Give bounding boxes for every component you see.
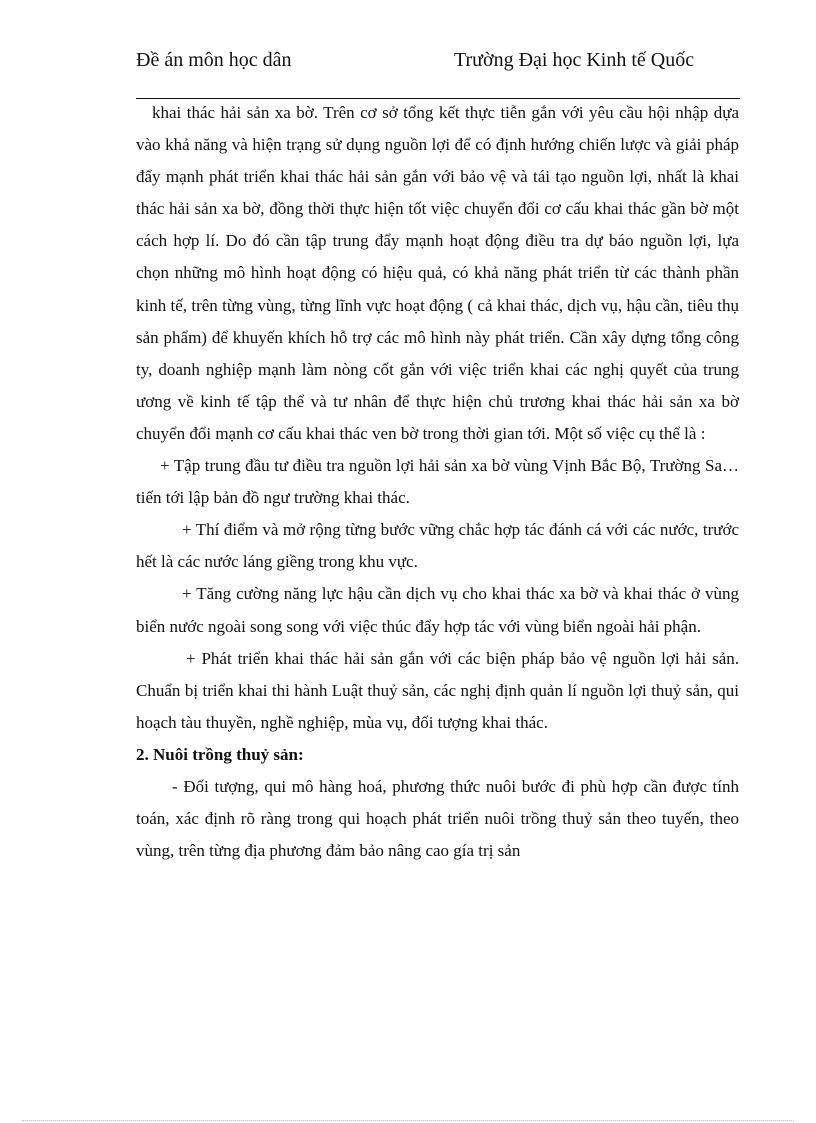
paragraph-aquaculture: - Đối tượng, qui mô hàng hoá, phương thức nuôi bước đi phù hợp cần được tính toán, xác định rõ ràng trong qui hoạch phát triển nuôi trồng thuỷ sản theo tuyến, theo vùng, trên từng địa phương đảm bảo nâng cao gía trị sản xyxy=(136,776,739,861)
paragraph-bullet-logistics: + Tăng cường năng lực hậu cần dịch vụ cho khai thác xa bờ và khai thác ở vùng biển nước ngoài song song với việc thúc đẩy hợp tác với vùng biển ngoài hải phận. xyxy=(136,584,739,636)
paragraph-bullet-protection: + Phát triển khai thác hải sản gắn với các biện pháp bảo vệ nguồn lợi hải sản. Chuẩn bị triển khai thi hành Luật thuỷ sản, các nghị định quản lí nguồn lợi thuỷ sản, qui hoạch tàu thuyền, nghề nghiệp, mùa vụ, đối tượng khai thác. xyxy=(136,648,739,732)
header-left-text: Đề án môn học dân xyxy=(136,49,292,71)
paragraph-bullet-survey: + Tập trung đầu tư điều tra nguồn lợi hải sản xa bờ vùng Vịnh Bắc Bộ, Trường Sa…tiến tới lập bản đồ ngư trường khai thác. xyxy=(136,456,739,508)
page-bottom-edge xyxy=(22,1120,794,1121)
document-body xyxy=(136,97,739,867)
header-right-text: Trường Đại học Kinh tế Quốc xyxy=(454,49,695,71)
section-heading: 2. Nuôi trồng thuỷ sản: xyxy=(136,744,304,764)
paragraph-intro: khai thác hải sản xa bờ. Trên cơ sở tổng kết thực tiễn gắn với yêu cầu hội nhập dựa vào khả năng và hiện trạng sử dụng nguồn lợi để có định hướng chiến lược và giải pháp đẩy mạnh phát triển khai thác hải sản gắn với bảo vệ và tái tạo nguồn lợi, nhất là khai thác hải sản xa bờ, đồng thời thực hiện tốt việc chuyển đổi cơ cấu khai thác gần bờ một cách hợp lí. Do đó cần tập trung đẩy mạnh hoạt động điều tra dự báo nguồn lợi, lựa chọn những mô hình hoạt động có hiệu quả, có khả năng phát triển từ các thành phần kinh tế, trên từng vùng, từng lĩnh vực hoạt động ( cả khai thác, dịch vụ, hậu cần, tiêu thụ sản phẩm) để khuyến khích hỗ trợ các mô hình này phát triển. Cần xây dựng tổng công ty, doanh nghiệp mạnh làm nòng cốt gắn với việc triển khai các nghị quyết của trung ương về kinh tế tập thể và tư nhân để thực hiện chủ trương khai thác hải sản xa bờ chuyển đổi mạnh cơ cấu khai thác ven bờ trong thời gian tới. Một số việc cụ thể là : xyxy=(136,103,739,443)
paragraph-bullet-cooperation: + Thí điểm và mở rộng từng bước vững chắc hợp tác đánh cá với các nước, trước hết là các nước láng giềng trong khu vực. xyxy=(136,520,739,572)
